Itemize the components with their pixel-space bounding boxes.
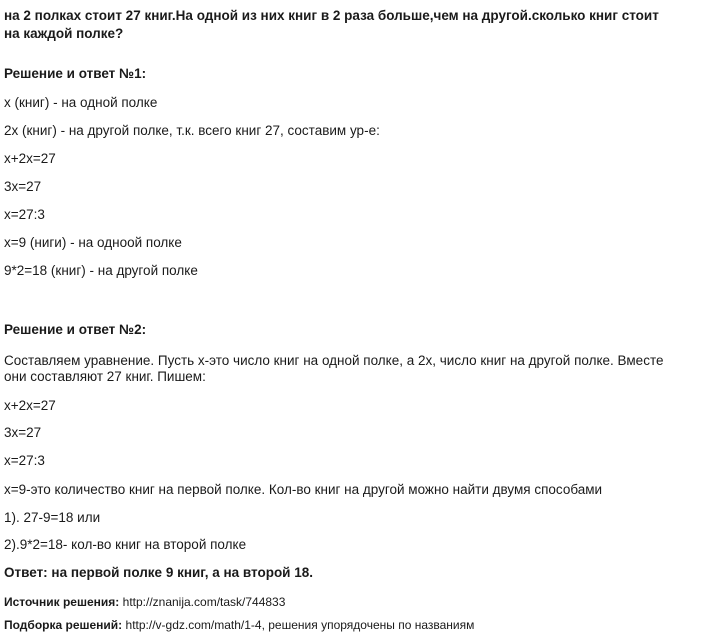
solution-2-line: 1). 27-9=18 или: [4, 510, 101, 525]
source-link[interactable]: http://znanija.com/task/744833: [122, 595, 286, 609]
solution-2-line: x=27:3: [4, 453, 45, 468]
solution-1-line: x+2x=27: [4, 151, 56, 166]
solution-2-intro-line-1: Составляем уравнение. Пусть х-это число книг на одной полке, а 2х, число книг на другой полке. Вместе: [4, 353, 664, 368]
source-row: [4, 594, 285, 610]
solution-2-line: 3x=27: [4, 425, 42, 440]
solution-1-line: 2x (книг) - на другой полке, т.к. всего книг 27, составим ур-е:: [4, 123, 380, 138]
solution-2-line: x+2x=27: [4, 398, 56, 413]
solution-2-heading: Решение и ответ №2:: [4, 322, 147, 337]
solution-1-line: 9*2=18 (книг) - на другой полке: [4, 263, 198, 278]
solution-2-intro-line-2: они составляют 27 книг. Пишем:: [4, 369, 206, 384]
solution-1-line: x=27:3: [4, 207, 45, 222]
question-line-1: на 2 полках стоит 27 книг.На одной из них книг в 2 раза больше,чем на другой.сколько книг стоит: [4, 8, 659, 23]
solution-2-answer: Ответ: на первой полке 9 книг, а на второй 18.: [4, 565, 314, 580]
solution-1-line: x (книг) - на одной полке: [4, 95, 158, 110]
collection-note: , решения упорядочены по названиям: [261, 618, 475, 632]
source-label: Источник решения:: [4, 595, 120, 609]
collection-row: [4, 617, 474, 633]
solution-1-line: 3x=27: [4, 179, 42, 194]
solution-2-line: x=9-это количество книг на первой полке. Кол-во книг на другой можно найти двумя способами: [4, 482, 603, 497]
collection-label: Подборка решений:: [4, 618, 123, 632]
collection-link[interactable]: http://v-gdz.com/math/1-4: [125, 618, 262, 632]
question-line-2: на каждой полке?: [4, 26, 124, 41]
solution-2-line: 2).9*2=18- кол-во книг на второй полке: [4, 537, 247, 552]
solution-1-line: x=9 (ниги) - на одноой полке: [4, 235, 182, 250]
solution-1-heading: Решение и ответ №1:: [4, 66, 147, 81]
